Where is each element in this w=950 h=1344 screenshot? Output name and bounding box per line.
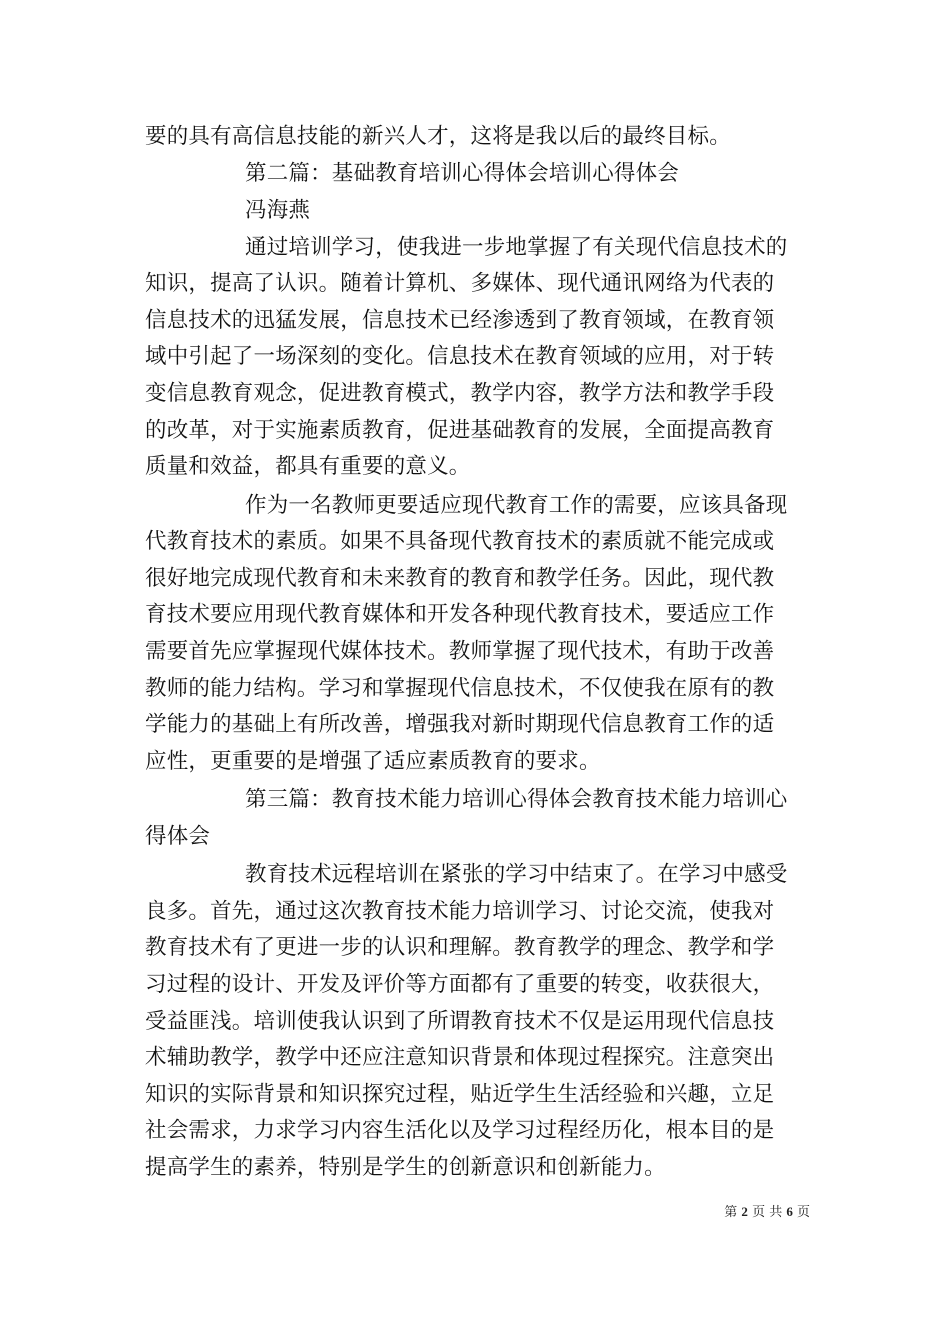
text-line: 很好地完成现代教育和未来教育的教育和教学任务。因此，现代教 bbox=[145, 566, 775, 591]
text-line: 社会需求，力求学习内容生活化以及学习过程经历化，根本目的是 bbox=[145, 1118, 775, 1143]
footer-suffix: 页 bbox=[796, 1205, 810, 1220]
text-line: 受益匪浅。培训使我认识到了所谓教育技术不仅是运用现代信息技 bbox=[145, 1009, 775, 1034]
text-line: 要的具有高信息技能的新兴人才，这将是我以后的最终目标。 bbox=[145, 124, 731, 149]
text-line: 的改革，对于实施素质教育，促进基础教育的发展，全面提高教育 bbox=[145, 418, 775, 443]
text-line: 教师的能力结构。学习和掌握现代信息技术，不仅使我在原有的教 bbox=[145, 676, 775, 701]
footer-middle: 页 共 bbox=[752, 1205, 783, 1220]
author-name: 冯海燕 bbox=[245, 198, 311, 223]
section-heading: 第二篇：基础教育培训心得体会培训心得体会 bbox=[245, 161, 680, 186]
page-footer bbox=[700, 1203, 810, 1222]
text-line: 知识，提高了认识。随着计算机、多媒体、现代通讯网络为代表的 bbox=[145, 271, 775, 296]
section-heading-continued: 得体会 bbox=[145, 824, 211, 849]
text-line: 需要首先应掌握现代媒体技术。教师掌握了现代技术，有助于改善 bbox=[145, 639, 775, 664]
text-line: 育技术要应用现代教育媒体和开发各种现代教育技术，要适应工作 bbox=[145, 602, 775, 627]
paragraph-first-line: 通过培训学习，使我进一步地掌握了有关现代信息技术的 bbox=[245, 235, 788, 260]
footer-total-pages: 6 bbox=[786, 1204, 793, 1219]
text-line: 代教育技术的素质。如果不具备现代教育技术的素质就不能完成或 bbox=[145, 529, 775, 554]
text-line: 域中引起了一场深刻的变化。信息技术在教育领域的应用，对于转 bbox=[145, 344, 775, 369]
text-line: 学能力的基础上有所改善，增强我对新时期现代信息教育工作的适 bbox=[145, 712, 775, 737]
text-line: 质量和效益，都具有重要的意义。 bbox=[145, 454, 471, 479]
section-heading: 第三篇：教育技术能力培训心得体会教育技术能力培训心 bbox=[245, 787, 788, 812]
text-line: 信息技术的迅猛发展，信息技术已经渗透到了教育领域，在教育领 bbox=[145, 308, 775, 333]
text-line: 提高学生的素养，特别是学生的创新意识和创新能力。 bbox=[145, 1155, 666, 1180]
text-line: 教育技术有了更进一步的认识和理解。教育教学的理念、教学和学 bbox=[145, 935, 775, 960]
paragraph-first-line: 教育技术远程培训在紧张的学习中结束了。在学习中感受 bbox=[245, 862, 788, 887]
text-line: 习过程的设计、开发及评价等方面都有了重要的转变，收获很大， bbox=[145, 972, 775, 997]
paragraph-first-line: 作为一名教师更要适应现代教育工作的需要，应该具备现 bbox=[245, 493, 788, 518]
text-line: 术辅助教学，教学中还应注意知识背景和体现过程探究。注意突出 bbox=[145, 1045, 775, 1070]
text-line: 变信息教育观念，促进教育模式，教学内容，教学方法和教学手段 bbox=[145, 381, 775, 406]
text-line: 知识的实际背景和知识探究过程，贴近学生生活经验和兴趣，立足 bbox=[145, 1082, 775, 1107]
footer-page-number: 2 bbox=[741, 1204, 748, 1219]
text-line: 良多。首先，通过这次教育技术能力培训学习、讨论交流，使我对 bbox=[145, 899, 775, 924]
text-line: 应性，更重要的是增强了适应素质教育的要求。 bbox=[145, 749, 601, 774]
footer-prefix: 第 bbox=[724, 1205, 738, 1220]
